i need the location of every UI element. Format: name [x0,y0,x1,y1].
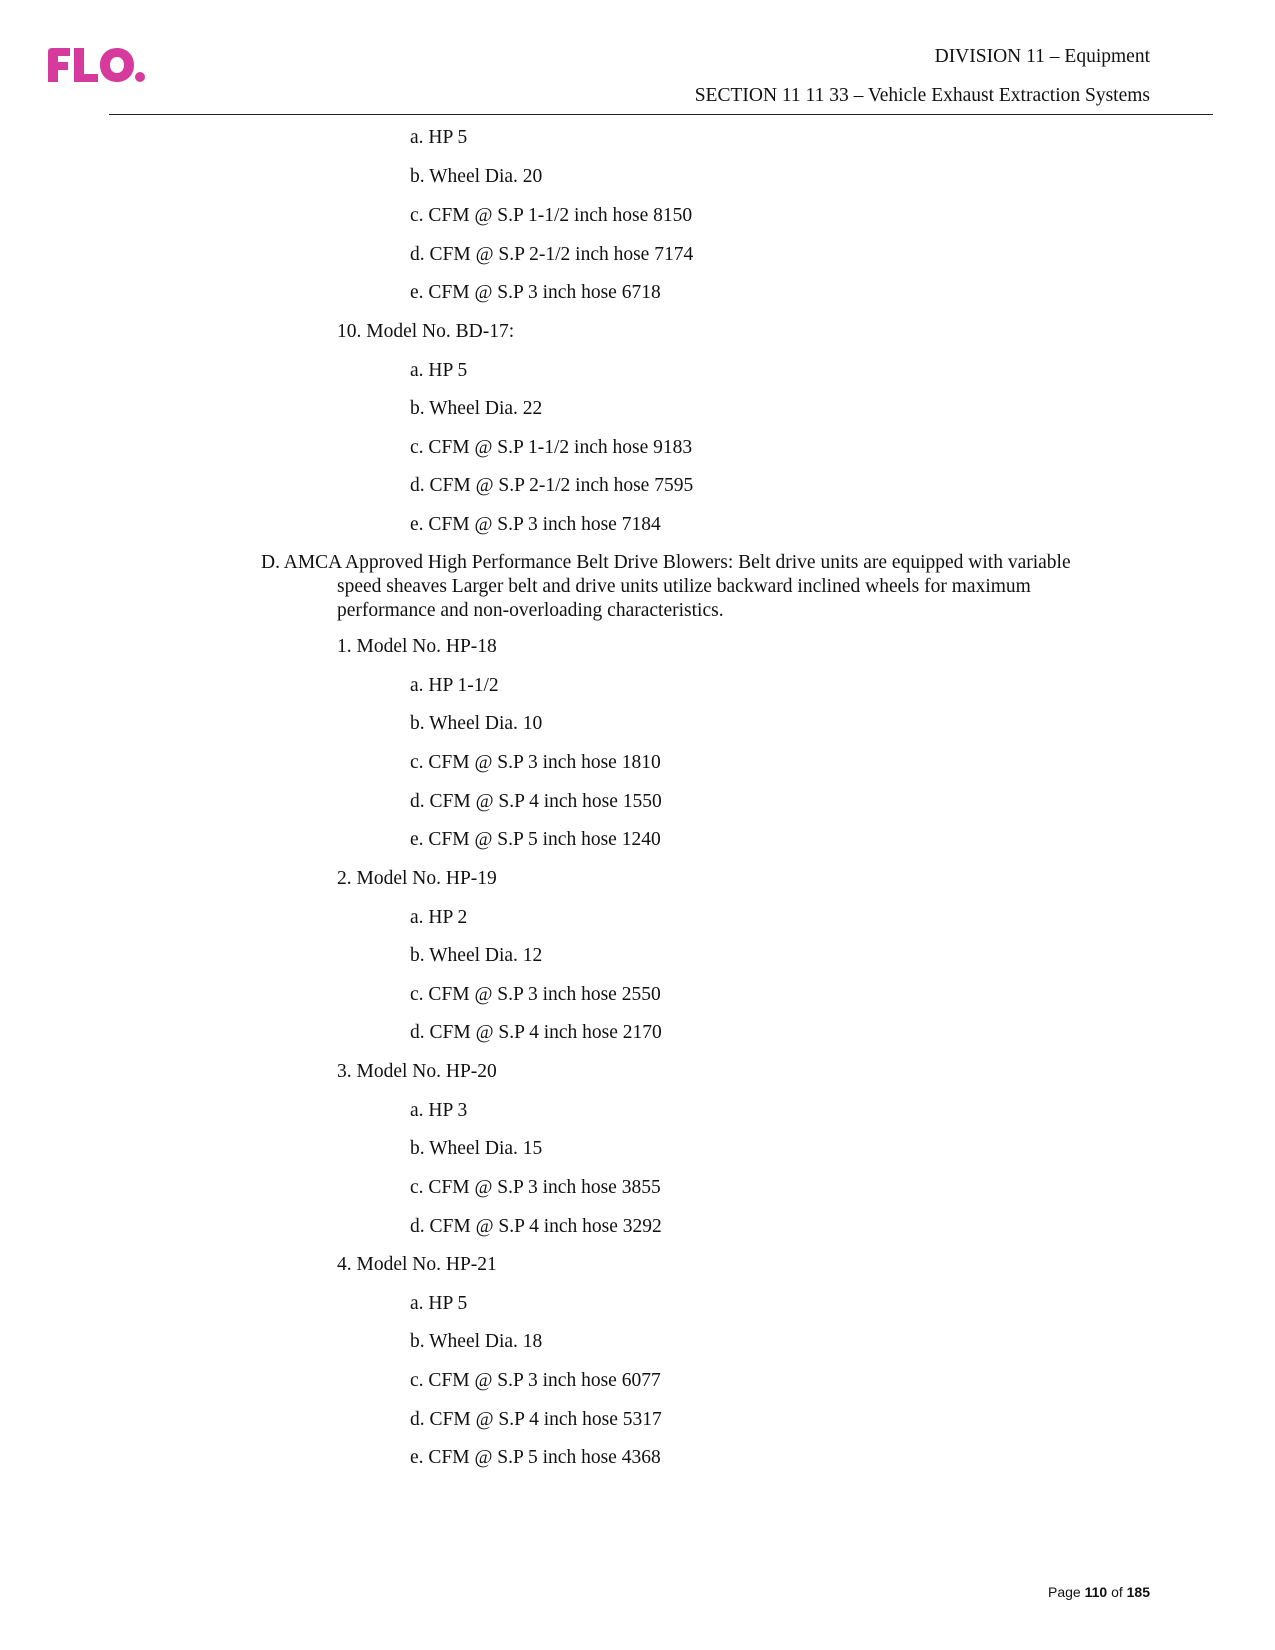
header-rule [109,114,1213,115]
page-number: 110 [1084,1584,1108,1600]
list-item: c. CFM @ S.P 1-1/2 inch hose 8150 [410,205,693,226]
list-item: b. Wheel Dia. 10 [410,713,543,734]
list-item: e. CFM @ S.P 3 inch hose 7184 [410,514,661,535]
flo-logo-icon [46,44,146,88]
section-d-paragraph [261,551,1141,623]
list-item: e. CFM @ S.P 5 inch hose 1240 [410,829,661,850]
page-of-label: of [1111,1584,1123,1600]
model-heading: 4. Model No. HP-21 [337,1254,497,1275]
model-heading: 1. Model No. HP-18 [337,636,497,657]
list-item: a. HP 3 [410,1100,468,1121]
list-item: b. Wheel Dia. 18 [410,1331,543,1352]
list-item: c. CFM @ S.P 3 inch hose 1810 [410,752,661,773]
list-item: b. Wheel Dia. 12 [410,945,543,966]
section-d-line-2: speed sheaves Larger belt and drive units utilize backward inclined wheels for maximum [337,576,1031,597]
header-division: DIVISION 11 – Equipment [934,46,1150,67]
list-item: c. CFM @ S.P 1-1/2 inch hose 9183 [410,437,693,458]
list-item: a. HP 1-1/2 [410,675,499,696]
list-item: a. HP 5 [410,127,468,148]
section-d-line-1: D. AMCA Approved High Performance Belt Drive Blowers: Belt drive units are equipped with variable [261,552,1071,573]
model-heading: 10. Model No. BD-17: [337,321,515,342]
list-item: c. CFM @ S.P 3 inch hose 6077 [410,1370,661,1391]
list-item: d. CFM @ S.P 4 inch hose 5317 [410,1409,662,1430]
list-item: d. CFM @ S.P 2-1/2 inch hose 7174 [410,244,694,265]
list-item: a. HP 2 [410,907,468,928]
list-item: a. HP 5 [410,360,468,381]
model-heading: 2. Model No. HP-19 [337,868,497,889]
page-total: 185 [1126,1584,1150,1600]
list-item: a. HP 5 [410,1293,468,1314]
list-item: e. CFM @ S.P 5 inch hose 4368 [410,1447,661,1468]
page-label: Page [1047,1584,1081,1600]
page-footer [1048,1584,1150,1600]
section-d-line-3: performance and non-overloading characteristics. [337,600,724,621]
list-item: b. Wheel Dia. 20 [410,166,543,187]
list-item: c. CFM @ S.P 3 inch hose 2550 [410,984,661,1005]
list-item: d. CFM @ S.P 4 inch hose 1550 [410,791,662,812]
model-heading: 3. Model No. HP-20 [337,1061,497,1082]
list-item: d. CFM @ S.P 4 inch hose 3292 [410,1216,662,1237]
list-item: b. Wheel Dia. 15 [410,1138,543,1159]
list-item: e. CFM @ S.P 3 inch hose 6718 [410,282,661,303]
header-section: SECTION 11 11 33 – Vehicle Exhaust Extraction Systems [694,85,1150,106]
list-item: c. CFM @ S.P 3 inch hose 3855 [410,1177,661,1198]
list-item: d. CFM @ S.P 2-1/2 inch hose 7595 [410,475,694,496]
list-item: b. Wheel Dia. 22 [410,398,543,419]
list-item: d. CFM @ S.P 4 inch hose 2170 [410,1022,662,1043]
